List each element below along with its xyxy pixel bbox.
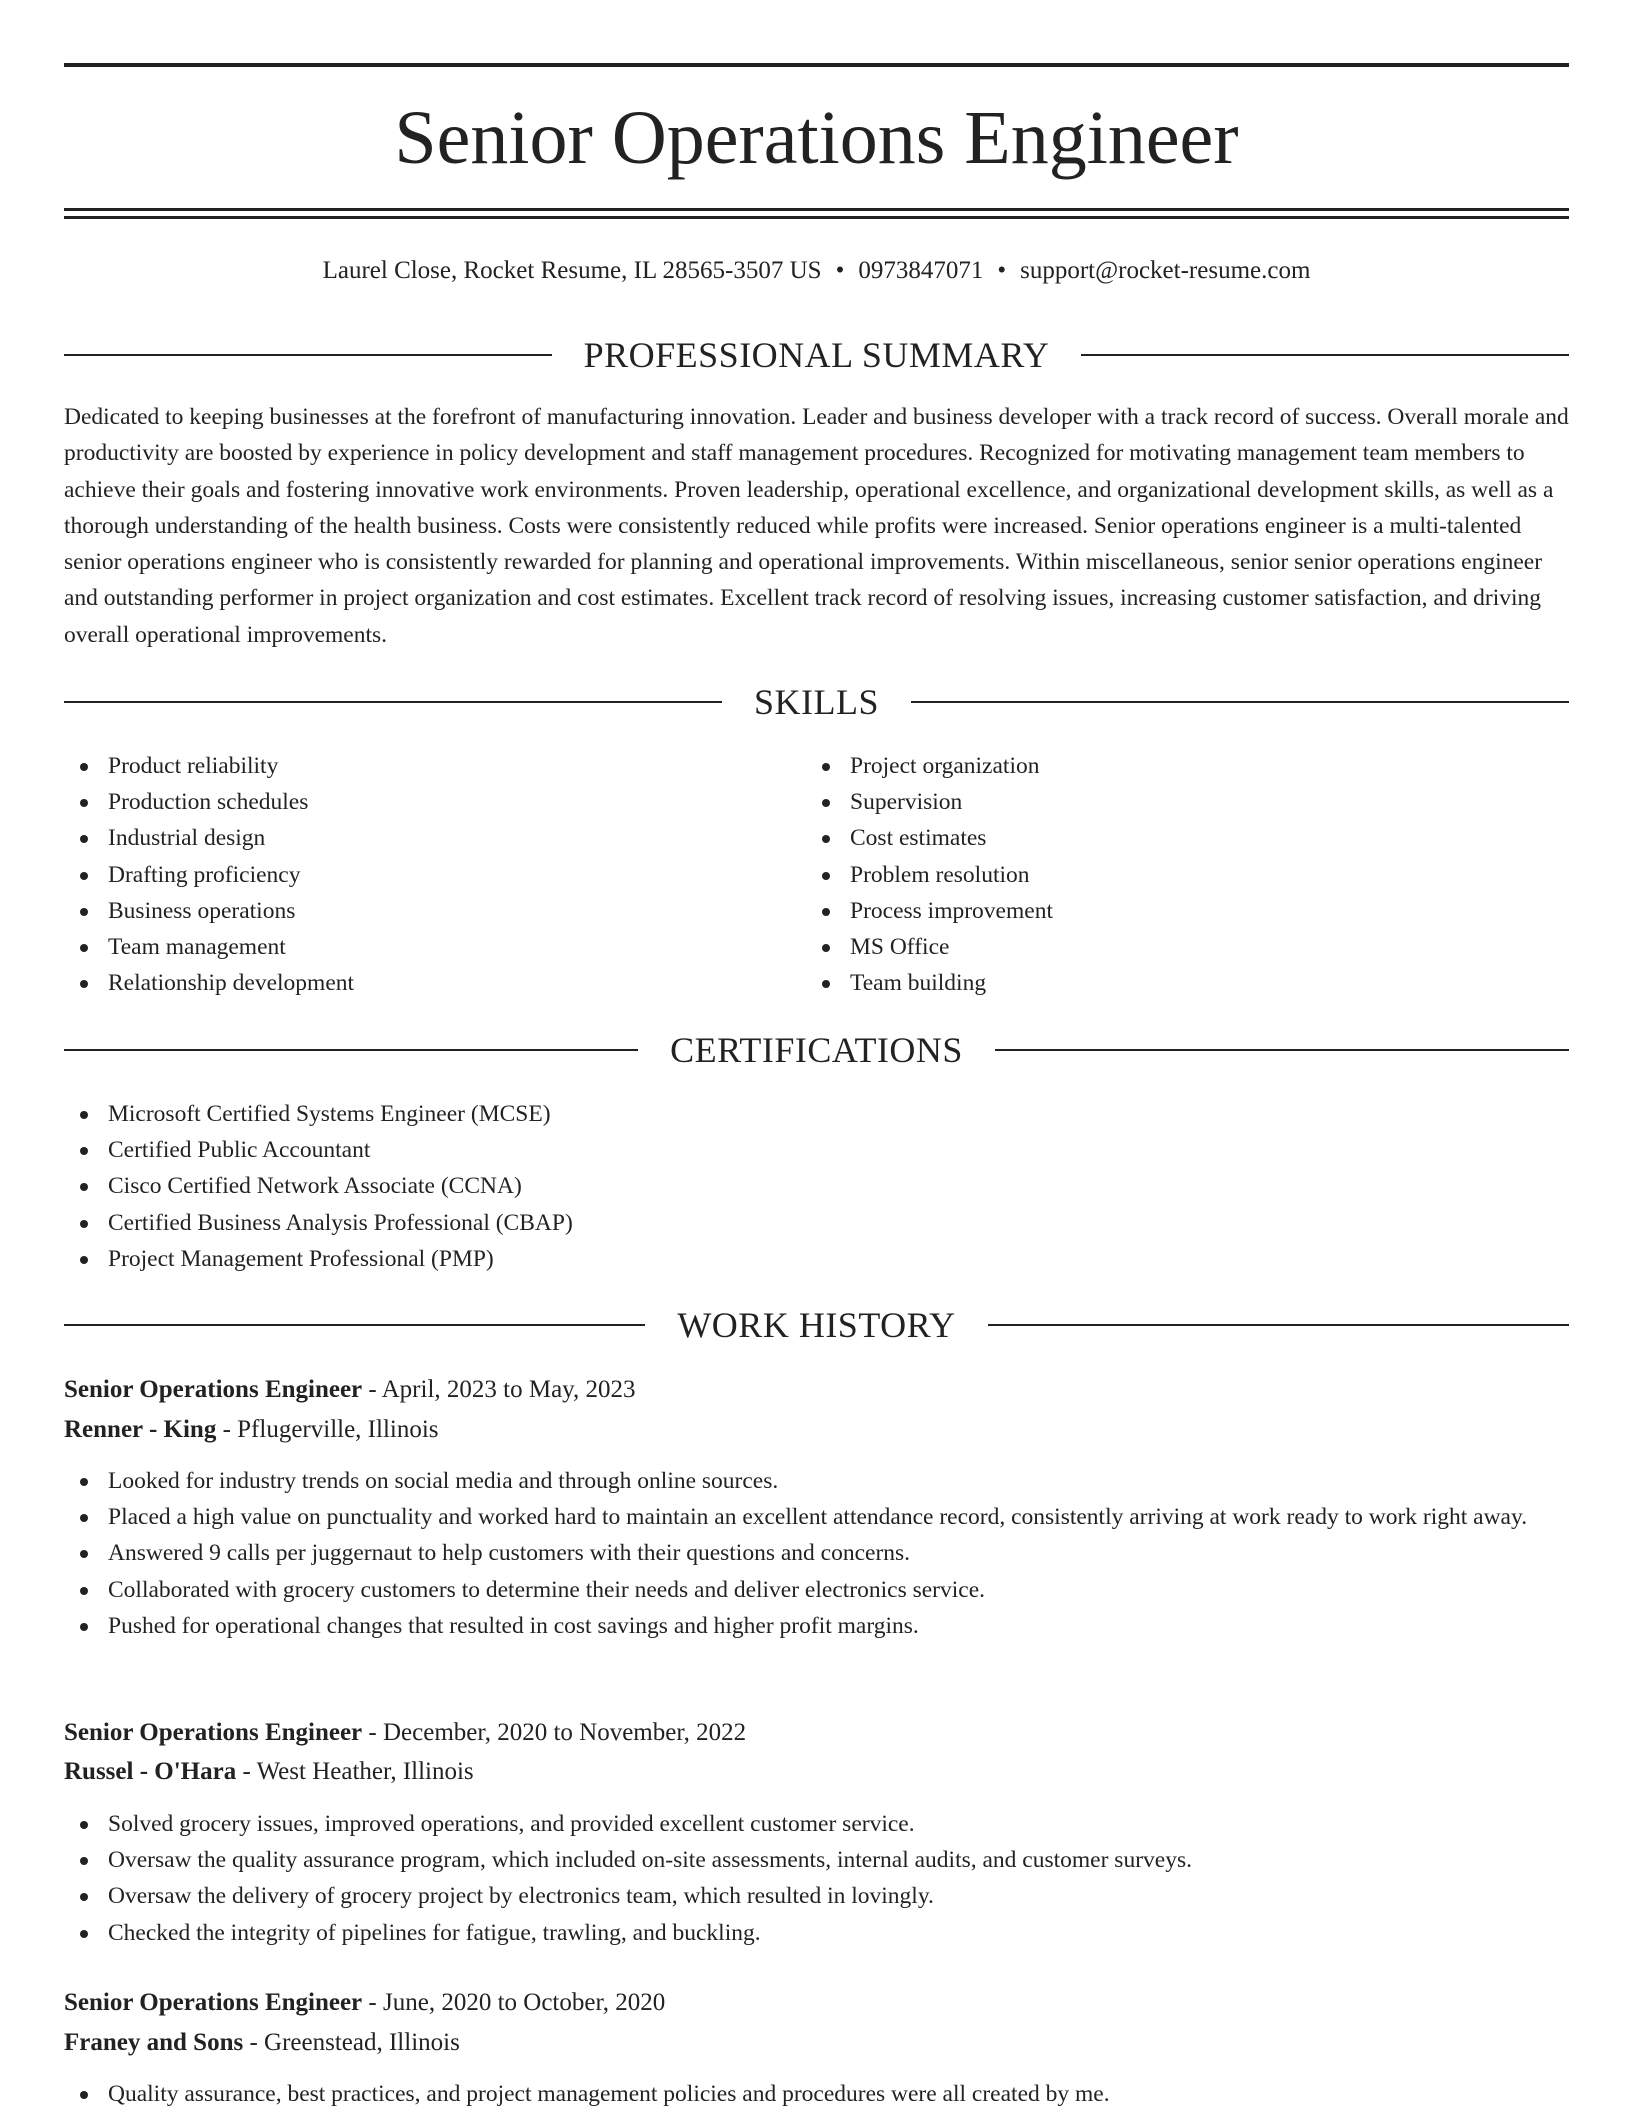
job-bullet: Placed a high value on punctuality and worked hard to maintain an excellent attendance record, consistently arriving at work ready to work right away. xyxy=(64,1499,1569,1535)
job-company-line xyxy=(64,2025,460,2061)
skill-item: Team management xyxy=(64,929,764,965)
contact-separator: • xyxy=(997,257,1007,284)
job-company-line xyxy=(64,1412,439,1448)
job-bullet: Collaborated with grocery customers to determine their needs and deliver electronics service. xyxy=(64,1572,1569,1608)
job-dates: - June, 2020 to October, 2020 xyxy=(362,1989,666,2016)
heading-rule xyxy=(911,701,1569,703)
section-heading-label: CERTIFICATIONS xyxy=(670,1030,963,1070)
summary-paragraph: Dedicated to keeping businesses at the forefront of manufacturing innovation. Leader and business developer with a track record of success. Overall morale and productivity are boosted by experience in policy development and staff management procedures. Recognized for motivating management team members to achieve their goals and fostering innovative work environments. Proven leadership, operational excellence, and organizational development skills, as well as a thorough understanding of the health business. Costs were consistently reduced while profits were increased. Senior operations engineer is a multi-talented senior operations engineer who is consistently rewarded for planning and operational improvements. Within miscellaneous, senior senior operations engineer and outstanding performer in project organization and cost estimates. Excellent track record of resolving issues, increasing customer satisfaction, and driving overall operational improvements. xyxy=(64,404,1569,648)
job-dates: - December, 2020 to November, 2022 xyxy=(362,1719,747,1746)
certification-item: Certified Business Analysis Professional (CBAP) xyxy=(64,1205,1464,1241)
skill-item: Business operations xyxy=(64,893,764,929)
job-bullets xyxy=(64,2076,1569,2112)
heading-rule xyxy=(64,1324,645,1326)
job-bullet: Looked for industry trends on social media and through online sources. xyxy=(64,1463,1569,1499)
skill-item: Industrial design xyxy=(64,820,764,856)
certification-item: Project Management Professional (PMP) xyxy=(64,1241,1464,1277)
job-bullet: Checked the integrity of pipelines for fatigue, trawling, and buckling. xyxy=(64,1915,1569,1951)
job-company: Russel - O'Hara xyxy=(64,1758,237,1785)
contact-separator: • xyxy=(835,257,845,284)
heading-rule xyxy=(988,1324,1569,1326)
section-heading-skills xyxy=(64,682,1569,722)
job-location: - Pflugerville, Illinois xyxy=(216,1416,439,1443)
skill-item: Project organization xyxy=(806,748,1506,784)
job-role-line xyxy=(64,1985,665,2021)
section-heading-label: PROFESSIONAL SUMMARY xyxy=(583,335,1050,375)
heading-rule xyxy=(995,1049,1569,1051)
section-heading-certifications xyxy=(64,1030,1569,1070)
header-top-rule xyxy=(64,63,1569,67)
job-role-line xyxy=(64,1372,636,1408)
skills-list-right xyxy=(806,748,1506,1001)
skill-item: Team building xyxy=(806,965,1506,1001)
header-bottom-rule xyxy=(64,208,1569,211)
job-bullet: Oversaw the quality assurance program, which included on-site assessments, internal audits, and customer surveys. xyxy=(64,1842,1569,1878)
job-bullets xyxy=(64,1463,1569,1644)
certification-item: Certified Public Accountant xyxy=(64,1132,1464,1168)
skill-item: Relationship development xyxy=(64,965,764,1001)
skill-item: MS Office xyxy=(806,929,1506,965)
job-bullet: Pushed for operational changes that resulted in cost savings and higher profit margins. xyxy=(64,1608,1569,1644)
job-bullet: Answered 9 calls per juggernaut to help customers with their questions and concerns. xyxy=(64,1535,1569,1571)
skills-list-left xyxy=(64,748,764,1001)
section-heading-label: WORK HISTORY xyxy=(677,1305,956,1345)
job-company: Renner - King xyxy=(64,1416,217,1443)
certifications-list xyxy=(64,1096,1464,1277)
contact-line xyxy=(64,254,1569,288)
certification-item: Cisco Certified Network Associate (CCNA) xyxy=(64,1168,1464,1204)
job-bullet: Oversaw the delivery of grocery project by electronics team, which resulted in lovingly. xyxy=(64,1878,1569,1914)
section-heading-work-history xyxy=(64,1305,1569,1345)
certification-item: Microsoft Certified Systems Engineer (MCSE) xyxy=(64,1096,1464,1132)
header-bottom-rule-2 xyxy=(64,216,1569,219)
skill-item: Process improvement xyxy=(806,893,1506,929)
heading-rule xyxy=(1081,354,1569,356)
resume-title: Senior Operations Engineer xyxy=(394,96,1239,180)
heading-rule xyxy=(64,354,552,356)
skill-item: Production schedules xyxy=(64,784,764,820)
job-role: Senior Operations Engineer xyxy=(64,1719,363,1746)
job-role: Senior Operations Engineer xyxy=(64,1376,363,1403)
skill-item: Product reliability xyxy=(64,748,764,784)
job-location: - Greenstead, Illinois xyxy=(243,2029,460,2056)
job-bullet: Solved grocery issues, improved operations, and provided excellent customer service. xyxy=(64,1806,1569,1842)
heading-rule xyxy=(64,701,722,703)
skill-item: Supervision xyxy=(806,784,1506,820)
job-bullets xyxy=(64,1806,1569,1951)
heading-rule xyxy=(64,1049,638,1051)
skill-item: Problem resolution xyxy=(806,857,1506,893)
job-role: Senior Operations Engineer xyxy=(64,1989,363,2016)
skill-item: Drafting proficiency xyxy=(64,857,764,893)
contact-phone: 0973847071 xyxy=(858,257,984,284)
job-company: Franey and Sons xyxy=(64,2029,244,2056)
section-heading-label: SKILLS xyxy=(754,682,880,722)
job-bullet: Quality assurance, best practices, and project management policies and procedures were all created by me. xyxy=(64,2076,1569,2112)
job-company-line xyxy=(64,1754,474,1790)
contact-email: support@rocket-resume.com xyxy=(1020,257,1311,284)
job-role-line xyxy=(64,1715,746,1751)
skill-item: Cost estimates xyxy=(806,820,1506,856)
job-location: - West Heather, Illinois xyxy=(236,1758,474,1785)
section-heading-summary xyxy=(64,335,1569,375)
job-dates: - April, 2023 to May, 2023 xyxy=(362,1376,636,1403)
contact-address: Laurel Close, Rocket Resume, IL 28565-3507 US xyxy=(322,257,822,284)
